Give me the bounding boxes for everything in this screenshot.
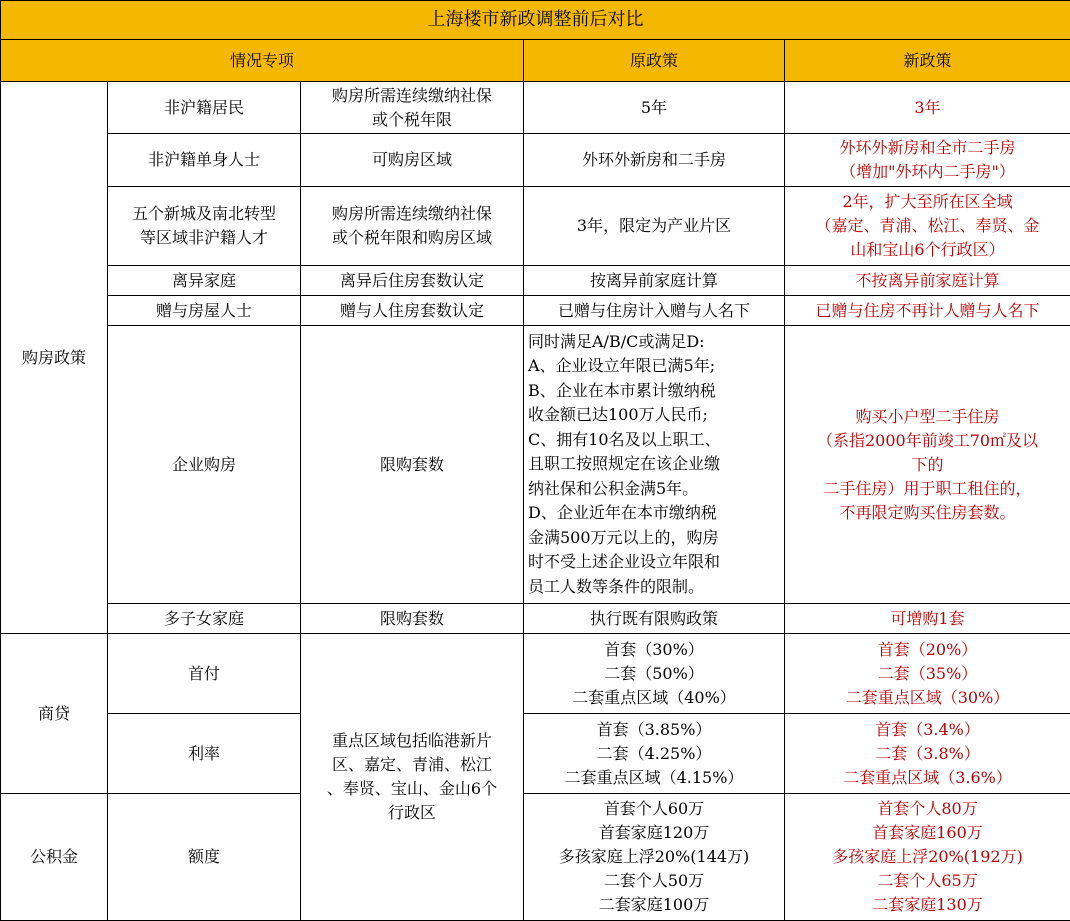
row-new: 首套（3.4%） 二套（3.8%） 二套重点区域（3.6%） [785,714,1070,794]
row-old: 3年，限定为产业片区 [524,187,785,266]
row-sub: 赠与房屋人士 [108,296,301,326]
row-old: 首套（3.85%） 二套（4.25%） 二套重点区域（4.15%） [524,714,785,794]
table-row [1,296,1070,326]
header-new-policy: 新政策 [785,40,1070,82]
row-new: 不按离异前家庭计算 [785,266,1070,296]
row-item: 购房所需连续缴纳社保 或个税年限和购房区域 [301,187,524,266]
table-row [1,794,1070,921]
row-old: 首套个人60万 首套家庭120万 多孩家庭上浮20%(144万) 二套个人50万 二套家庭100万 [524,794,785,921]
row-item: 限购套数 [301,326,524,604]
row-new: 首套（20%） 二套（35%） 二套重点区域（30%） [785,634,1070,714]
row-old: 按离异前家庭计算 [524,266,785,296]
table-row [1,134,1070,187]
table-row [1,82,1070,134]
header-row [1,40,1070,82]
row-sub: 首付 [108,634,301,714]
row-old: 首套（30%） 二套（50%） 二套重点区域（40%） [524,634,785,714]
row-item: 购房所需连续缴纳社保 或个税年限 [301,82,524,134]
table-row [1,326,1070,604]
row-sub: 非沪籍居民 [108,82,301,134]
table-title: 上海楼市新政调整前后对比 [1,1,1070,40]
title-row [1,1,1070,40]
table-row [1,187,1070,266]
row-new: 3年 [785,82,1070,134]
row-sub: 离异家庭 [108,266,301,296]
header-category: 情况专项 [1,40,524,82]
row-old: 5年 [524,82,785,134]
header-old-policy: 原政策 [524,40,785,82]
row-new: 已赠与住房不再计人赠与人名下 [785,296,1070,326]
row-new: 外环外新房和全市二手房 （增加"外环内二手房"） [785,134,1070,187]
row-sub: 多子女家庭 [108,604,301,634]
group-purchase: 购房政策 [1,82,108,634]
table-row [1,714,1070,794]
group-fund: 公积金 [1,794,108,921]
row-old: 已赠与住房计入赠与人名下 [524,296,785,326]
row-item: 离异后住房套数认定 [301,266,524,296]
key-area-note: 重点区域包括临港新片 区、嘉定、青浦、松江 、奉贤、宝山、金山6个 行政区 [301,634,524,921]
table-row [1,634,1070,714]
row-new: 2年，扩大至所在区全域 （嘉定、青浦、松江、奉贤、金 山和宝山6个行政区） [785,187,1070,266]
row-item: 赠与人住房套数认定 [301,296,524,326]
row-sub: 五个新城及南北转型 等区域非沪籍人才 [108,187,301,266]
row-new: 首套个人80万 首套家庭160万 多孩家庭上浮20%(192万) 二套个人65万 二套家庭130万 [785,794,1070,921]
row-new: 购买小户型二手住房 （系指2000年前竣工70㎡及以 下的 二手住房）用于职工租住的， 不再限定购买住房套数。 [785,326,1070,604]
row-old: 同时满足A/B/C或满足D: A、企业设立年限已满5年; B、企业在本市累计缴纳税 收金额已达100万人民币; C、拥有10名及以上职工、 且职工按照规定在该企业缴 纳社保和公积金满5年。 D、企业近年在本市缴纳税 金满500万元以上的，购房 时不受上述企业设立年限和 员工人数等条件的限制。 [524,326,785,604]
row-sub: 非沪籍单身人士 [108,134,301,187]
table-row [1,266,1070,296]
group-loan: 商贷 [1,634,108,794]
table-row [1,604,1070,634]
row-new: 可增购1套 [785,604,1070,634]
row-old: 执行既有限购政策 [524,604,785,634]
row-old: 外环外新房和二手房 [524,134,785,187]
row-sub: 利率 [108,714,301,794]
row-item: 限购套数 [301,604,524,634]
row-sub: 额度 [108,794,301,921]
row-sub: 企业购房 [108,326,301,604]
row-item: 可购房区域 [301,134,524,187]
